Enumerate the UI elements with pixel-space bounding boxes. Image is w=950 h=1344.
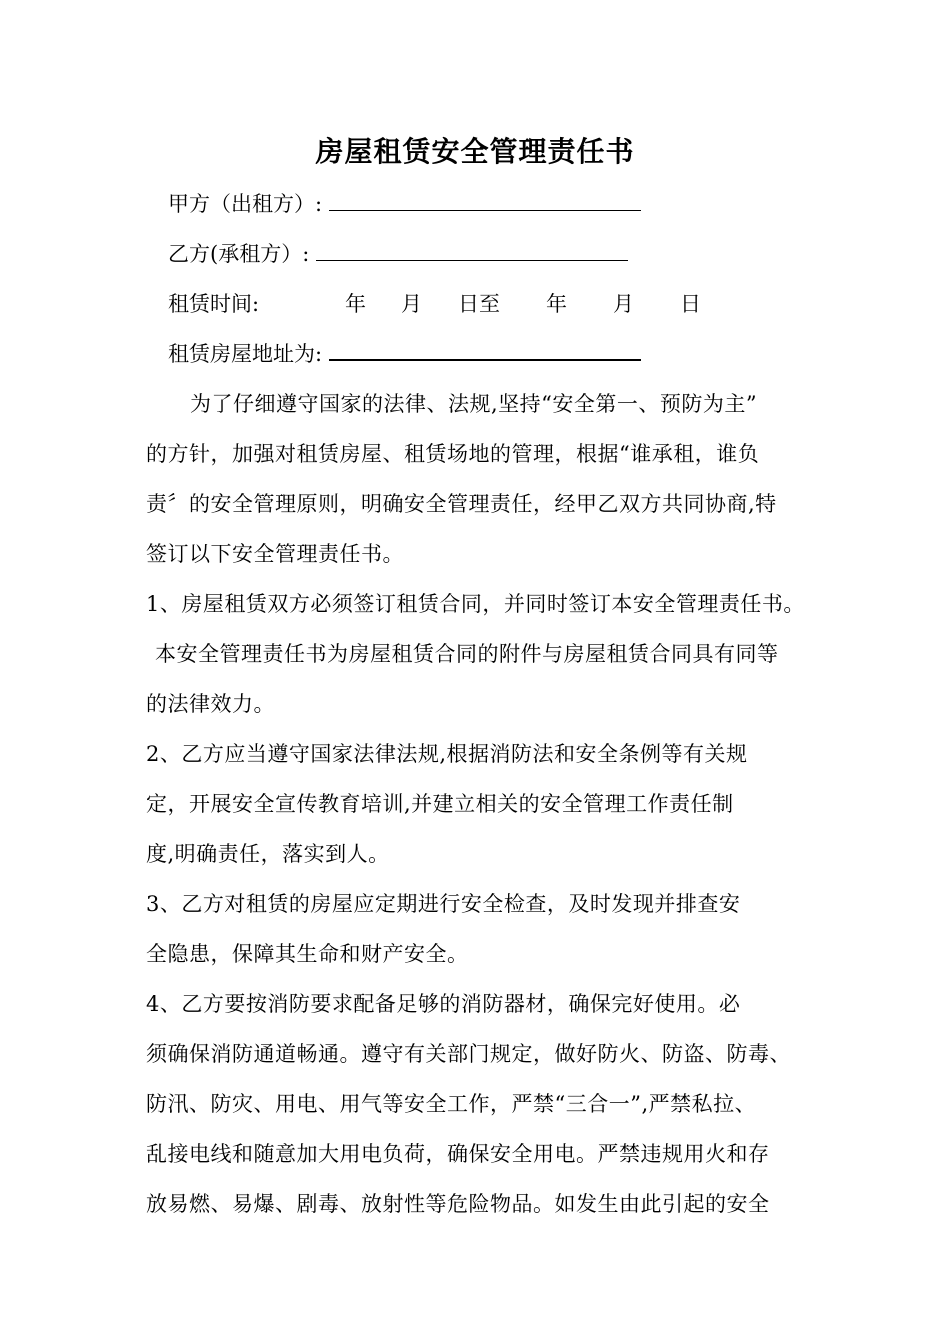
body-line: 度,明确责任，落实到人。 xyxy=(146,842,390,866)
body-line: 须确保消防通道畅通。遵守有关部门规定，做好防火、防盗、防毒、 xyxy=(146,1042,791,1066)
body-line: 本安全管理责任书为房屋租赁合同的附件与房屋租赁合同具有同等 xyxy=(155,642,779,666)
party-b-blank xyxy=(316,242,628,261)
party-b-label: 乙方(承租方）: xyxy=(168,242,310,266)
party-b-field xyxy=(168,238,628,268)
body-line: 的方针，加强对租赁房屋、租赁场地的管理，根据“谁承租，谁负 xyxy=(146,442,760,466)
address-field xyxy=(168,338,641,368)
lease-end-day: 日 xyxy=(680,292,701,316)
address-label: 租赁房屋地址为: xyxy=(168,342,323,366)
body-line: 为了仔细遵守国家的法律、法规,坚持“安全第一、预防为主” xyxy=(190,392,758,416)
body-line: 责〞的安全管理原则，明确安全管理责任，经甲乙双方共同协商,特 xyxy=(146,492,777,516)
body-line: 的法律效力。 xyxy=(146,692,275,716)
party-a-blank xyxy=(329,192,641,211)
body-line: 签订以下安全管理责任书。 xyxy=(146,542,404,566)
body-line: 定，开展安全宣传教育培训,并建立相关的安全管理工作责任制 xyxy=(146,792,734,816)
document-title: 房屋租赁安全管理责任书 xyxy=(315,135,635,168)
body-line: 4、乙方要按消防要求配备足够的消防器材，确保完好使用。必 xyxy=(146,992,741,1016)
lease-time-label: 租赁时间: xyxy=(168,292,260,316)
lease-start-day-to: 日至 xyxy=(458,292,500,316)
address-blank xyxy=(329,341,641,361)
body-line: 乱接电线和随意加大用电负荷，确保安全用电。严禁违规用火和存 xyxy=(146,1142,770,1166)
party-a-label: 甲方（出租方）: xyxy=(168,192,323,216)
lease-start-year: 年 xyxy=(345,292,366,316)
body-line: 3、乙方对租赁的房屋应定期进行安全检查，及时发现并排查安 xyxy=(146,892,741,916)
body-line: 放易燃、易爆、剧毒、放射性等危险物品。如发生由此引起的安全 xyxy=(146,1192,770,1216)
lease-end-year: 年 xyxy=(546,292,567,316)
body-line: 2、乙方应当遵守国家法律法规,根据消防法和安全条例等有关规 xyxy=(146,742,748,766)
body-line: 全隐患，保障其生命和财产安全。 xyxy=(146,942,469,966)
body-line: 1、房屋租赁双方必须签订租赁合同，并同时签订本安全管理责任书。 xyxy=(146,592,805,616)
party-a-field xyxy=(168,188,641,218)
lease-end-month: 月 xyxy=(613,292,634,316)
lease-start-month: 月 xyxy=(401,292,422,316)
body-line: 防汛、防灾、用电、用气等安全工作，严禁“三合一”,严禁私拉、 xyxy=(146,1092,757,1116)
lease-time-field xyxy=(168,288,728,318)
